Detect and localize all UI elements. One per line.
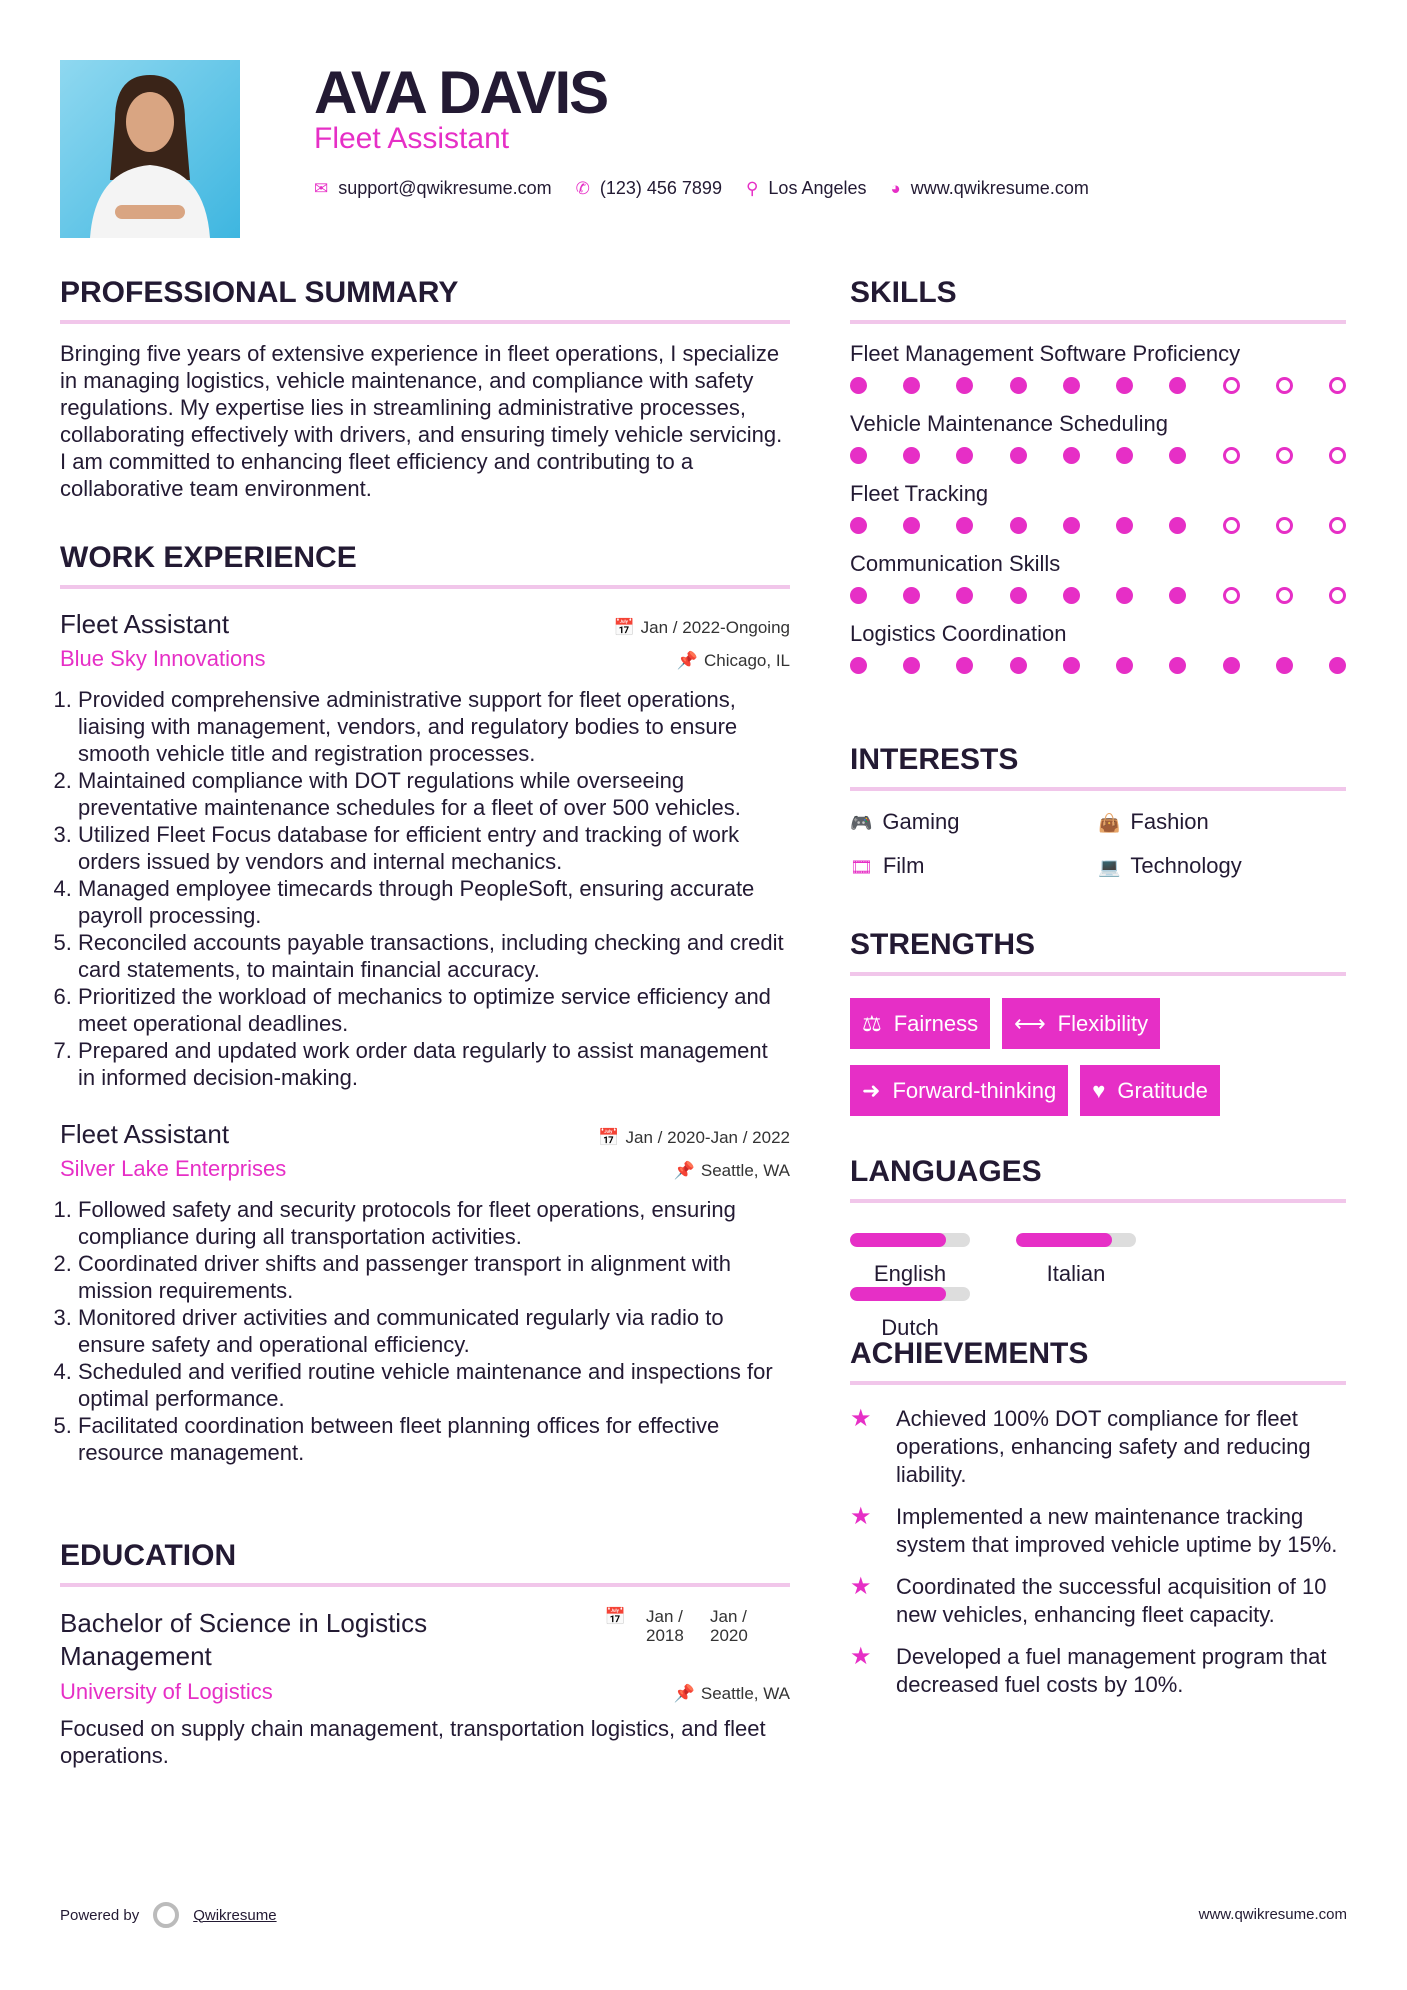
edu-end: Jan / 2020 (710, 1607, 748, 1645)
shooting-star-icon: ★ (850, 1573, 872, 1600)
filled-dot-icon (1063, 447, 1080, 464)
language-item (850, 1287, 970, 1341)
skill-name: Fleet Tracking (850, 481, 989, 506)
education-section (60, 1539, 790, 1769)
gamepad-icon: 🎮 (850, 813, 873, 833)
job-role: Fleet Assistant (60, 609, 230, 639)
phone-icon: ✆ (575, 178, 590, 198)
section-heading: INTERESTS (850, 743, 1346, 791)
laptop-icon: 💻 (1098, 857, 1121, 877)
skill-name: Communication Skills (850, 551, 1061, 576)
bullet-item: 2. Maintained compliance with DOT regulations while overseeing preventative maintenance schedules for a fleet of over 500 vehicles. (78, 767, 790, 821)
language-name: Italian (1046, 1261, 1106, 1286)
summary-text: Bringing five years of extensive experience in fleet operations, I specialize in managing logistics, vehicle maintenance, and compliance with safety regulations. My expertise lies in streamlining administrative processes, collaborating effectively with drivers, and ensuring timely vehicle servicing. I am committed to enhancing fleet efficiency and contributing to a collaborative team environment. (60, 341, 783, 501)
language-item (1016, 1233, 1136, 1287)
filled-dot-icon (1116, 517, 1133, 534)
section-heading: SKILLS (850, 276, 1346, 324)
skill-name: Fleet Management Software Proficiency (850, 341, 1241, 366)
company-name: Silver Lake Enterprises (60, 1156, 287, 1181)
section-heading: PROFESSIONAL SUMMARY (60, 276, 790, 324)
arrows-horizontal-icon: ⟷ (1014, 1010, 1046, 1036)
empty-dot-icon (1329, 377, 1346, 394)
language-name: English (873, 1261, 947, 1286)
skill-rating (850, 447, 1346, 464)
shopping-bag-icon: 👜 (1098, 813, 1121, 833)
strength-label: Gratitude (1117, 1077, 1208, 1103)
email-link[interactable]: support@qwikresume.com (338, 178, 552, 198)
film-icon: 🎞 (850, 857, 873, 877)
job-role: Fleet Assistant (60, 1119, 230, 1149)
pin-icon: 📌 (673, 1684, 695, 1703)
bullet-item: 1. Followed safety and security protocols for fleet operations, ensuring compliance during all transportation activities. (78, 1196, 790, 1250)
achievements-section (850, 1337, 1346, 1713)
filled-dot-icon (1063, 587, 1080, 604)
filled-dot-icon (1329, 657, 1346, 674)
shooting-star-icon: ★ (850, 1643, 872, 1670)
globe-icon: ◕ (890, 178, 901, 198)
skill-name: Vehicle Maintenance Scheduling (850, 411, 1169, 436)
job-entry (60, 609, 790, 1091)
empty-dot-icon (1276, 517, 1293, 534)
filled-dot-icon (956, 517, 973, 534)
qwikresume-logo-icon (153, 1902, 179, 1928)
skill-rating (850, 517, 1346, 534)
achievement-item (850, 1643, 1346, 1699)
bullet-item: 5. Reconciled accounts payable transactions, including checking and credit card statements, to maintain financial accuracy. (78, 929, 790, 983)
phone: (123) 456 7899 (599, 178, 722, 198)
filled-dot-icon (1116, 377, 1133, 394)
filled-dot-icon (1116, 657, 1133, 674)
section-heading: ACHIEVEMENTS (850, 1337, 1346, 1385)
strength-chip (850, 1065, 1068, 1116)
envelope-icon: ✉ (314, 178, 329, 198)
filled-dot-icon (1169, 587, 1186, 604)
language-bar-fill (850, 1287, 946, 1301)
languages-section (850, 1155, 1346, 1341)
location-text: Seattle, WA (700, 1161, 790, 1180)
strengths-section (850, 928, 1346, 1132)
filled-dot-icon (1063, 657, 1080, 674)
empty-dot-icon (1329, 447, 1346, 464)
skill-rating (850, 657, 1346, 674)
filled-dot-icon (1063, 517, 1080, 534)
pin-icon: 📌 (673, 1161, 695, 1180)
strength-chip (850, 998, 990, 1049)
arrow-right-icon: ➜ (862, 1077, 881, 1103)
language-bar-fill (1016, 1233, 1112, 1247)
filled-dot-icon (1010, 587, 1027, 604)
powered-by: Powered by (60, 1906, 140, 1924)
empty-dot-icon (1223, 587, 1240, 604)
interest-label: Fashion (1130, 809, 1209, 834)
filled-dot-icon (1169, 657, 1186, 674)
footer-brand (60, 1902, 277, 1928)
filled-dot-icon (903, 447, 920, 464)
shooting-star-icon: ★ (850, 1405, 872, 1432)
strength-label: Flexibility (1057, 1010, 1149, 1036)
language-bar-fill (850, 1233, 946, 1247)
filled-dot-icon (1169, 517, 1186, 534)
heart-icon: ♥ (1092, 1077, 1106, 1103)
job-date (598, 1128, 790, 1148)
bullet-item: 4. Managed employee timecards through PeopleSoft, ensuring accurate payroll processing. (78, 875, 790, 929)
bullet-item: 2. Coordinated driver shifts and passenger transport in alignment with mission requirements. (78, 1250, 790, 1304)
section-heading: WORK EXPERIENCE (60, 541, 790, 589)
website-link[interactable]: www.qwikresume.com (910, 178, 1089, 198)
section-heading: LANGUAGES (850, 1155, 1346, 1203)
achievement-text: Achieved 100% DOT compliance for fleet operations, enhancing safety and reducing liability. (896, 1406, 1311, 1487)
language-name: Dutch (881, 1315, 939, 1340)
job-bullets (60, 686, 790, 1091)
filled-dot-icon (1116, 587, 1133, 604)
summary-section (60, 276, 790, 502)
job-bullets (60, 1196, 790, 1466)
filled-dot-icon (903, 377, 920, 394)
filled-dot-icon (956, 587, 973, 604)
company-name: Blue Sky Innovations (60, 646, 266, 671)
experience-section (60, 541, 790, 1466)
degree: Bachelor of Science in Logistics Management (60, 1608, 428, 1671)
interest-item (850, 809, 1098, 835)
empty-dot-icon (1276, 377, 1293, 394)
job-entry (60, 1119, 790, 1466)
bullet-item: 3. Monitored driver activities and communicated regularly via radio to ensure safety and operational efficiency. (78, 1304, 790, 1358)
empty-dot-icon (1276, 587, 1293, 604)
location: Los Angeles (768, 178, 867, 198)
contact-bar (314, 178, 1089, 199)
calendar-icon: 📅 (604, 1607, 626, 1626)
filled-dot-icon (956, 657, 973, 674)
edu-location: Seattle, WA (700, 1684, 790, 1703)
calendar-icon: 📅 (598, 1128, 620, 1147)
filled-dot-icon (1116, 447, 1133, 464)
bullet-item: 4. Scheduled and verified routine vehicle maintenance and inspections for optimal performance. (78, 1358, 790, 1412)
language-bar (850, 1233, 970, 1247)
strength-label: Forward-thinking (892, 1077, 1057, 1103)
job-subheader (60, 1156, 790, 1182)
skill-rating (850, 587, 1346, 604)
location-text: Chicago, IL (704, 651, 790, 670)
filled-dot-icon (1010, 377, 1027, 394)
skills-section (850, 276, 1346, 690)
job-subheader (60, 646, 790, 672)
filled-dot-icon (1063, 377, 1080, 394)
shooting-star-icon: ★ (850, 1503, 872, 1530)
filled-dot-icon (850, 657, 867, 674)
skill-rating (850, 377, 1346, 394)
interest-label: Film (882, 853, 925, 878)
filled-dot-icon (1276, 657, 1293, 674)
candidate-title: Fleet Assistant (314, 122, 510, 155)
language-bar (1016, 1233, 1136, 1247)
filled-dot-icon (850, 517, 867, 534)
job-header (60, 1119, 790, 1150)
empty-dot-icon (1223, 517, 1240, 534)
empty-dot-icon (1223, 447, 1240, 464)
empty-dot-icon (1329, 517, 1346, 534)
strength-chip (1080, 1065, 1220, 1116)
language-bar (850, 1287, 970, 1301)
empty-dot-icon (1329, 587, 1346, 604)
language-item (850, 1233, 970, 1287)
empty-dot-icon (1276, 447, 1293, 464)
achievement-text: Developed a fuel management program that decreased fuel costs by 10%. (896, 1644, 1327, 1697)
filled-dot-icon (903, 587, 920, 604)
date-text: Jan / 2020-Jan / 2022 (625, 1128, 790, 1147)
achievement-item (850, 1405, 1346, 1489)
achievement-item (850, 1573, 1346, 1629)
job-location (677, 651, 790, 671)
strength-chip (1002, 998, 1160, 1049)
achievement-text: Implemented a new maintenance tracking system that improved vehicle uptime by 15%. (896, 1504, 1338, 1557)
filled-dot-icon (850, 587, 867, 604)
interest-item (1098, 809, 1346, 835)
interest-label: Gaming (882, 809, 960, 834)
bullet-item: 1. Provided comprehensive administrative support for fleet operations, liaising with management, vendors, and regulatory bodies to ensure smooth vehicle title and registration processes. (78, 686, 790, 767)
filled-dot-icon (1169, 447, 1186, 464)
strength-label: Fairness (893, 1010, 979, 1036)
filled-dot-icon (903, 517, 920, 534)
section-heading: STRENGTHS (850, 928, 1346, 976)
pin-icon: 📌 (676, 651, 698, 670)
interest-label: Technology (1130, 853, 1242, 878)
profile-photo (60, 60, 240, 238)
job-header (60, 609, 790, 640)
edu-start: Jan / 2018 (646, 1607, 684, 1645)
job-date (613, 618, 790, 638)
filled-dot-icon (1223, 657, 1240, 674)
filled-dot-icon (1010, 447, 1027, 464)
bullet-item: 3. Utilized Fleet Focus database for efficient entry and tracking of work orders issued by vendors and internal mechanics. (78, 821, 790, 875)
skill-name: Logistics Coordination (850, 621, 1067, 646)
bullet-item: 7. Prepared and updated work order data regularly to assist management in informed decision-making. (78, 1037, 790, 1091)
job-location (674, 1161, 790, 1181)
filled-dot-icon (1169, 377, 1186, 394)
bullet-item: 6. Prioritized the workload of mechanics to optimize service efficiency and meet operational deadlines. (78, 983, 790, 1037)
map-pin-icon: ⚲ (745, 178, 759, 198)
date-text: Jan / 2022-Ongoing (640, 618, 790, 637)
achievement-item (850, 1503, 1346, 1559)
filled-dot-icon (956, 447, 973, 464)
filled-dot-icon (850, 377, 867, 394)
interest-item (1098, 853, 1346, 879)
footer-url[interactable]: www.qwikresume.com (1198, 1906, 1347, 1923)
scale-icon: ⚖ (862, 1010, 882, 1036)
filled-dot-icon (1010, 657, 1027, 674)
interests-section (850, 743, 1346, 879)
filled-dot-icon (1010, 517, 1027, 534)
filled-dot-icon (903, 657, 920, 674)
filled-dot-icon (850, 447, 867, 464)
brand-link[interactable]: Qwikresume (193, 1906, 277, 1924)
filled-dot-icon (956, 377, 973, 394)
calendar-icon: 📅 (613, 618, 635, 637)
section-heading: EDUCATION (60, 1539, 790, 1587)
school: University of Logistics (60, 1679, 273, 1704)
interest-item (850, 853, 1098, 879)
candidate-name: AVA DAVIS (314, 59, 608, 126)
education-text: Focused on supply chain management, transportation logistics, and fleet operations. (60, 1716, 766, 1768)
empty-dot-icon (1223, 377, 1240, 394)
bullet-item: 5. Facilitated coordination between fleet planning offices for effective resource management. (78, 1412, 790, 1466)
achievement-text: Coordinated the successful acquisition of 10 new vehicles, enhancing fleet capacity. (896, 1574, 1327, 1627)
